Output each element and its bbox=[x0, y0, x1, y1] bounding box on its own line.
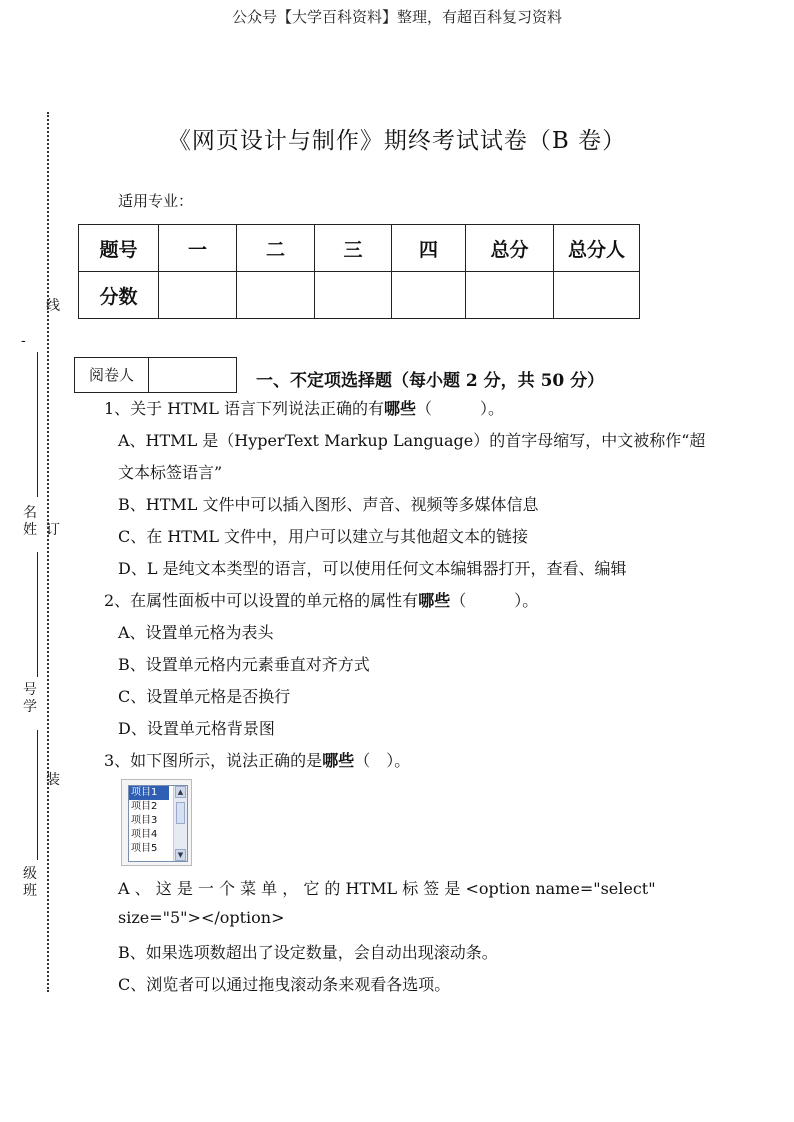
listbox-option[interactable]: 项目2 bbox=[131, 801, 158, 812]
score-header-cell: 题号 bbox=[79, 225, 159, 272]
class-label-char: 班 bbox=[23, 883, 37, 899]
answer-blank: （ ）。 bbox=[354, 751, 411, 770]
question-3-option-b: B、如果选项数超出了设定数量，会自动出现滚动条。 bbox=[118, 943, 498, 962]
reviewer-box bbox=[74, 357, 237, 393]
page-header: 公众号【大学百科资料】整理，有超百科复习资料 bbox=[231, 8, 562, 26]
scroll-thumb[interactable] bbox=[176, 802, 185, 824]
score-header-cell: 二 bbox=[237, 225, 315, 272]
question-2-option-d: D、设置单元格背景图 bbox=[118, 719, 275, 738]
score-header-cell: 总分 bbox=[466, 225, 554, 272]
score-header-cell: 一 bbox=[159, 225, 237, 272]
question-text: 2、在属性面板中可以设置的单元格的属性有 bbox=[104, 591, 419, 610]
question-2-option-c: C、设置单元格是否换行 bbox=[118, 687, 291, 706]
scroll-down-icon[interactable]: ▼ bbox=[175, 849, 186, 861]
listbox-scrollbar[interactable] bbox=[173, 786, 187, 861]
student-id-field-line bbox=[37, 552, 38, 677]
major-label: 适用专业： bbox=[118, 192, 194, 210]
question-keyword: 哪些 bbox=[384, 399, 417, 418]
question-3-option-c: C、浏览者可以通过拖曳滚动条来观看各选项。 bbox=[118, 975, 451, 994]
exam-title: 《网页设计与制作》期终考试试卷（B 卷） bbox=[167, 128, 627, 154]
score-header-cell: 四 bbox=[392, 225, 466, 272]
name-label-char: 名 bbox=[23, 505, 37, 521]
binding-seal-label: 订 bbox=[46, 522, 60, 538]
question-1-option-d: D、L 是纯文本类型的语言，可以使用任何文本编辑器打开，查看、编辑 bbox=[118, 559, 627, 578]
name-label-char: 姓 bbox=[23, 522, 37, 538]
binding-bind-label: 装 bbox=[46, 772, 60, 788]
question-3-option-a: A 、 这 是 一 个 菜 单 ， 它 的 HTML 标 签 是 <option name="select" bbox=[118, 879, 656, 898]
question-keyword: 哪些 bbox=[418, 591, 451, 610]
question-3-stem bbox=[104, 748, 410, 771]
listbox-option[interactable]: 项目3 bbox=[131, 815, 158, 826]
question-1-option-a-cont: 文本标签语言” bbox=[118, 463, 223, 482]
binding-line-label: 线 bbox=[46, 298, 60, 314]
question-text: 1、关于 HTML 语言下列说法正确的有 bbox=[104, 399, 384, 418]
listbox-option[interactable]: 项目5 bbox=[131, 843, 158, 854]
question-1-option-b: B、HTML 文件中可以插入图形、声音、视频等多媒体信息 bbox=[118, 495, 539, 514]
question-keyword: 哪些 bbox=[322, 751, 355, 770]
question-1-option-a: A、HTML 是（HyperText Markup Language）的首字母缩写，中文被称作“超 bbox=[118, 431, 706, 450]
question-2-stem bbox=[104, 588, 538, 611]
score-row-label: 分数 bbox=[79, 272, 159, 319]
question-1-stem bbox=[104, 396, 504, 419]
class-label-char: 级 bbox=[23, 866, 37, 882]
listbox-option[interactable]: 项目4 bbox=[131, 829, 158, 840]
question-2-option-a: A、设置单元格为表头 bbox=[118, 623, 274, 642]
question-2-option-b: B、设置单元格内元素垂直对齐方式 bbox=[118, 655, 370, 674]
score-cell[interactable] bbox=[466, 272, 554, 319]
name-field-line bbox=[37, 352, 38, 497]
question-text: 3、如下图所示，说法正确的是 bbox=[104, 751, 323, 770]
score-value-row bbox=[79, 272, 640, 319]
score-cell[interactable] bbox=[237, 272, 315, 319]
listbox[interactable] bbox=[128, 785, 188, 862]
reviewer-label: 阅卷人 bbox=[75, 358, 149, 392]
listbox-figure bbox=[121, 779, 192, 866]
student-id-label-char: 学 bbox=[23, 699, 37, 715]
scroll-up-icon[interactable]: ▲ bbox=[175, 786, 186, 798]
score-header-cell: 三 bbox=[315, 225, 392, 272]
score-table bbox=[78, 224, 640, 319]
score-cell[interactable] bbox=[554, 272, 640, 319]
listbox-option[interactable]: 项目1 bbox=[129, 786, 169, 800]
score-cell[interactable] bbox=[392, 272, 466, 319]
score-header-cell: 总分人 bbox=[554, 225, 640, 272]
section-heading: 一、不定项选择题（每小题 2 分，共 50 分） bbox=[256, 371, 605, 391]
question-3-option-a-cont: size="5"></option> bbox=[118, 908, 285, 927]
binding-dotted-line bbox=[47, 112, 49, 992]
answer-blank: （ ）。 bbox=[450, 591, 539, 610]
question-1-option-c: C、在 HTML 文件中，用户可以建立与其他超文本的链接 bbox=[118, 527, 529, 546]
binding-dash: - bbox=[21, 333, 26, 349]
answer-blank: （ ）。 bbox=[416, 399, 505, 418]
class-field-line bbox=[37, 730, 38, 860]
score-header-row bbox=[79, 225, 640, 272]
student-id-label-char: 号 bbox=[23, 682, 37, 698]
score-cell[interactable] bbox=[159, 272, 237, 319]
score-cell[interactable] bbox=[315, 272, 392, 319]
